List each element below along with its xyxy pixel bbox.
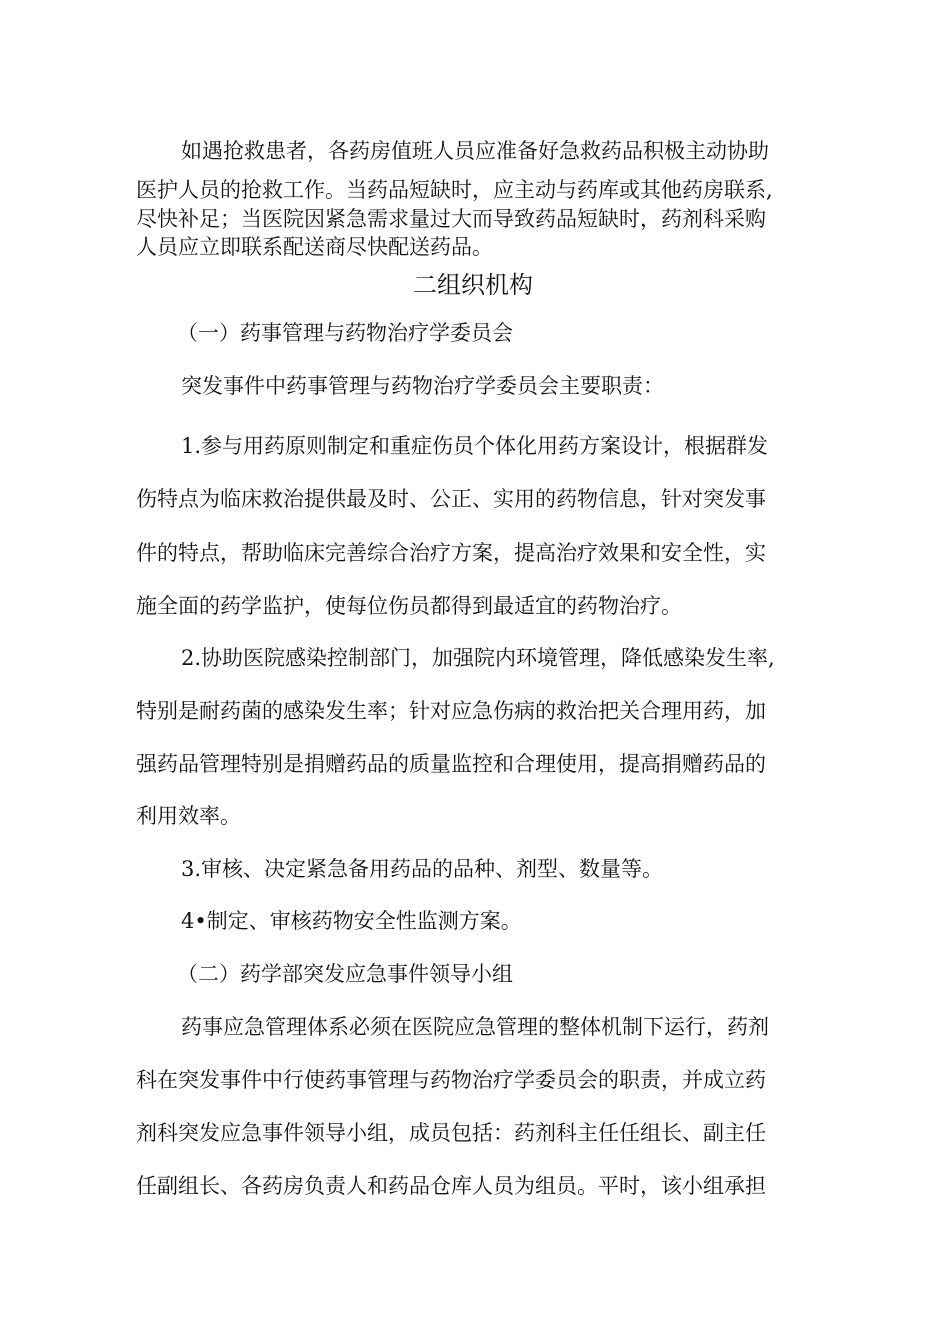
paragraph-line: 药事应急管理体系必须在医院应急管理的整体机制下运行，药剂 [181,1015,769,1039]
list-item-line: 特别是耐药菌的感染发生率；针对应急伤病的救治把关合理用药，加 [136,699,766,723]
list-item-line: 强药品管理特别是捐赠药品的质量监控和合理使用，提高捐赠药品的 [136,752,766,776]
section-title: 二组织机构 [413,271,533,299]
paragraph-line: 尽快补足；当医院因紧急需求量过大而导致药品短缺时，药剂科采购 [136,207,766,231]
list-item: 3.审核、决定紧急备用药品的品种、剂型、数量等。 [181,857,664,881]
subsection-heading: （二）药学部突发应急事件领导小组 [177,962,513,986]
paragraph-line: 如遇抢救患者，各药房值班人员应准备好急救药品积极主动协助 [181,139,769,163]
subsection-heading: （一）药事管理与药物治疗学委员会 [177,321,513,345]
paragraph-line: 人员应立即联系配送商尽快配送药品。 [136,235,493,259]
list-item-line: 伤特点为临床救治提供最及时、公正、实用的药物信息，针对突发事 [136,487,766,511]
paragraph-line: 任副组长、各药房负责人和药品仓库人员为组员。平时，该小组承担 [136,1174,766,1198]
paragraph-line: 医护人员的抢救工作。当药品短缺时，应主动与药库或其他药房联系, [136,178,773,202]
paragraph-line: 科在突发事件中行使药事管理与药物治疗学委员会的职责，并成立药 [136,1068,766,1092]
list-item-line: 利用效率。 [136,804,241,828]
paragraph-line: 剂科突发应急事件领导小组，成员包括：药剂科主任任组长、副主任 [136,1121,766,1145]
list-item-line: 件的特点，帮助临床完善综合治疗方案，提高治疗效果和安全性，实 [136,541,766,565]
list-item-line: 2.协助医院感染控制部门，加强院内环境管理，降低感染发生率, [181,646,775,670]
list-item: 4•制定、审核药物安全性监测方案。 [181,909,522,933]
list-item-line: 施全面的药学监护，使每位伤员都得到最适宜的药物治疗。 [136,594,682,618]
list-item-line: 1.参与用药原则制定和重症伤员个体化用药方案设计，根据群发 [181,434,769,458]
paragraph-line: 突发事件中药事管理与药物治疗学委员会主要职责： [181,374,664,398]
